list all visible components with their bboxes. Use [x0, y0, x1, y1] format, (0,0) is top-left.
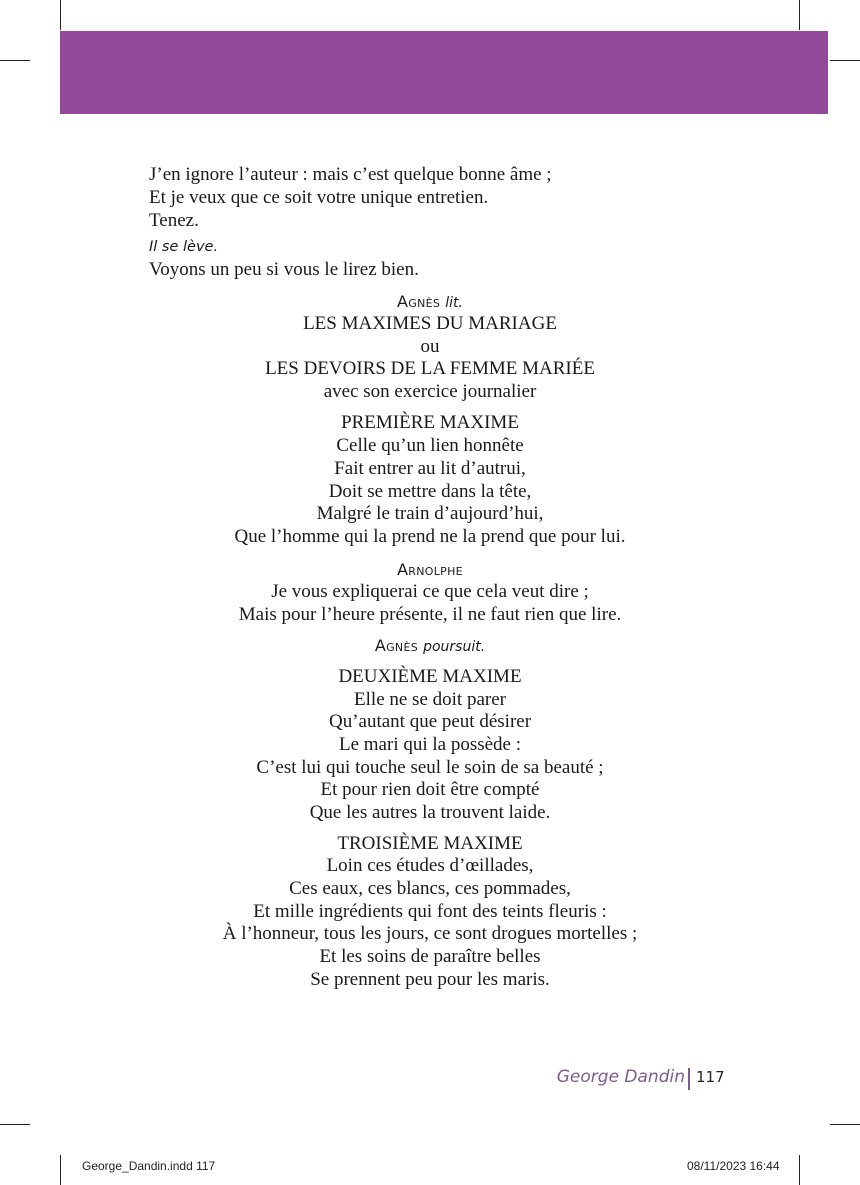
verse-line: Se prennent peu pour les maris.	[310, 969, 550, 990]
verse-line: Le mari qui la possède :	[338, 734, 522, 755]
crop-mark	[0, 60, 30, 61]
verse-line: Celle qu’un lien honnête	[336, 435, 524, 456]
speaker-direction: lit.	[445, 295, 463, 311]
verse-line: J’en ignore l’auteur : mais c’est quelque bonne âme ;	[149, 164, 552, 185]
verse-line: Et pour rien doit être compté	[320, 779, 540, 800]
verse-line: Voyons un peu si vous le lirez bien.	[149, 259, 419, 280]
verse-line: Fait entrer au lit d’autrui,	[334, 458, 526, 479]
verse-line: Doit se mettre dans la tête,	[328, 481, 532, 502]
verse-line: Ces eaux, ces blancs, ces pommades,	[289, 878, 571, 899]
maxim-heading: PREMIÈRE MAXIME	[341, 412, 519, 433]
verse-line: Qu’autant que peut désirer	[328, 711, 532, 732]
speaker-arnolphe	[0, 558, 860, 581]
verse-line: C’est lui qui touche seul le soin de sa beauté ;	[256, 757, 604, 778]
stage-direction: Il se lève.	[149, 239, 219, 255]
verse-line: Que les autres la trouvent laide.	[309, 802, 551, 823]
footer-divider	[688, 1068, 690, 1090]
verse-line: Mais pour l’heure présente, il ne faut rien que lire.	[238, 604, 622, 625]
verse-line: Et je veux que ce soit votre unique entretien.	[149, 187, 489, 208]
page-number: 117	[696, 1068, 725, 1086]
speaker-name: Arnolphe	[397, 560, 463, 579]
running-title: George Dandin	[556, 1067, 685, 1087]
verse-line: Et les soins de paraître belles	[319, 946, 541, 967]
verse-line: Que l’homme qui la prend ne la prend que pour lui.	[234, 526, 626, 547]
speaker-name: Agnès	[374, 636, 418, 655]
title-line: avec son exercice journalier	[323, 381, 537, 402]
speaker-direction: poursuit.	[423, 639, 486, 655]
crop-mark	[60, 0, 61, 30]
speaker-agnes	[0, 634, 860, 659]
crop-mark	[830, 60, 860, 61]
verse-line: Je vous expliquerai ce que cela veut dire ;	[271, 581, 589, 602]
crop-mark	[0, 1124, 30, 1125]
crop-mark	[60, 1155, 61, 1185]
verse-line: Et mille ingrédients qui font des teints fleuris :	[253, 901, 607, 922]
header-band	[60, 31, 828, 114]
crop-mark	[830, 1124, 860, 1125]
verse-line: Elle ne se doit parer	[354, 689, 506, 710]
crop-mark	[799, 1155, 800, 1185]
maxim-heading: TROISIÈME MAXIME	[337, 833, 523, 854]
title-line: LES DEVOIRS DE LA FEMME MARIÉE	[265, 358, 595, 379]
slug-datetime: 08/11/2023 16:44	[687, 1159, 780, 1173]
crop-mark	[799, 0, 800, 30]
verse-line: Malgré le train d’aujourd’hui,	[316, 503, 544, 524]
speaker-name: Agnès	[397, 292, 441, 311]
title-line: LES MAXIMES DU MARIAGE	[303, 313, 557, 334]
verse-line: À l’honneur, tous les jours, ce sont drogues mortelles ;	[222, 923, 638, 944]
slug-filename: George_Dandin.indd 117	[82, 1159, 216, 1173]
maxim-heading: DEUXIÈME MAXIME	[338, 666, 522, 687]
verse-line: Loin ces études d’œillades,	[326, 855, 534, 876]
verse-line: Tenez.	[149, 210, 199, 231]
title-line: ou	[420, 336, 440, 357]
